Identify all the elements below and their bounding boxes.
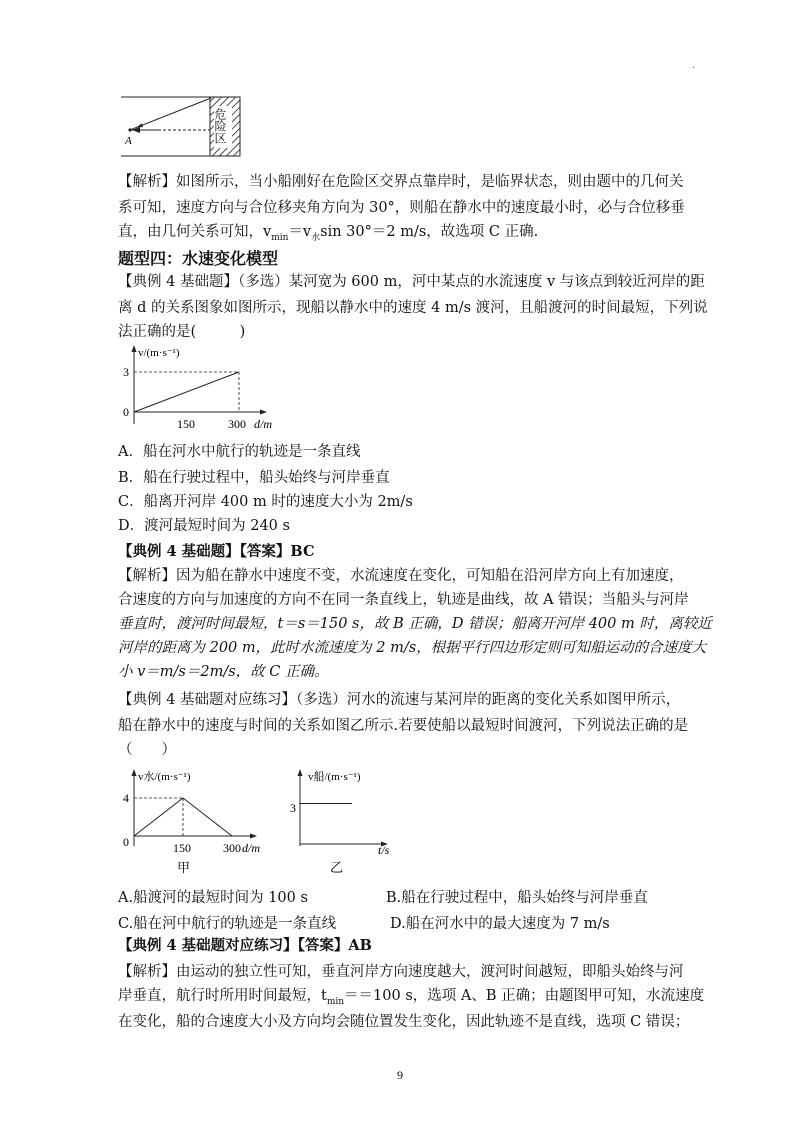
section-title: 题型四：水速变化模型 [118, 249, 279, 268]
practice-line1: 【典例 4 基础题对应练习】（多选）河水的流速与某河岸的距离的变化关系如图甲所示， [118, 692, 681, 708]
analysis2-line1: 【解析】因为船在静水中速度不变，水流速度在变化，可知船在沿河岸方向上有加速度， [118, 568, 684, 584]
practice-option-a: A.船渡河的最短时间为 100 s [118, 890, 308, 906]
chart3-xlabel: t/s [378, 843, 390, 857]
example4-option-b: B．船在行驶过程中，船头始终与河岸垂直 [118, 470, 390, 486]
corner-mark: . [692, 60, 696, 71]
chart1-xtick-150: 150 [177, 417, 195, 431]
chart2-caption: 甲 [177, 860, 191, 875]
chart1-xtick-300: 300 [228, 417, 246, 431]
chart2-xtick-150: 150 [173, 841, 191, 855]
analysis1-line2: 系可知，速度方向与合位移夹角方向为 30°，则船在静水中的速度最小时，必与合位移垂 [118, 200, 685, 216]
example4-option-a: A．船在河水中航行的轨迹是一条直线 [118, 444, 361, 460]
analysis2-line4: 河岸的距离为 200 m，此时水流速度为 2 m/s，根据平行四边形定则可知船运动的合速度大 [118, 640, 707, 656]
danger-zone-label: 危险区 [213, 108, 227, 144]
example4-line3: 法正确的是( ) [118, 324, 246, 340]
example4-line1: 【典例 4 基础题】（多选）某河宽为 600 m，河中某点的水流速度 v 与该点到较近河岸的距 [118, 274, 705, 290]
practice-line2: 船在静水中的速度与时间的关系如图乙所示.若要使船以最短时间渡河，下列说法正确的是 [118, 718, 689, 734]
chart3-ylabel: v船/(m·s⁻¹) [308, 771, 361, 783]
analysis2-line3: 垂直时，渡河时间最短，t＝s＝150 s，故 B 正确，D 错误；船离开河岸 400 m 时，离较近 [118, 616, 712, 632]
example4-option-d: D．渡河最短时间为 240 s [118, 518, 290, 534]
practice-line3: （ ） [118, 742, 176, 758]
velocity-distance-chart [115, 342, 295, 434]
chart1-ytick-0: 0 [123, 405, 129, 419]
chart2-xtick-300: 300 [223, 841, 241, 855]
analysis1-line3: 直，由几何关系可知，$v_{min}=v_水\sin$ 30°＝2 m/s，故选项 C 正确. [118, 224, 539, 243]
boat-speed-chart-yi [290, 764, 400, 876]
point-a-label: A [125, 135, 132, 147]
chart3-caption: 乙 [330, 860, 344, 875]
practice-option-c: C.船在河中航行的轨迹是一条直线 [118, 916, 337, 932]
page-number: 9 [397, 1068, 403, 1082]
practice-option-d: D.船在河水中的最大速度为 7 m/s [390, 916, 610, 932]
analysis3-line1: 【解析】由运动的独立性可知，垂直河岸方向速度越大，渡河时间越短，即船头始终与河 [118, 964, 684, 980]
analysis3-line3: 在变化，船的合速度大小及方向均会随位置发生变化，因此轨迹不是直线，选项 C 错误； [118, 1014, 690, 1030]
example4-answer: 【典例 4 基础题】【答案】BC [118, 543, 315, 560]
example4-line2: 离 d 的关系图象如图所示，现船以静水中的速度 4 m/s 渡河，且船渡河的时间最短，下列说 [118, 300, 708, 316]
practice-option-b: B.船在行驶过程中，船头始终与河岸垂直 [386, 890, 648, 906]
chart2-ytick-4: 4 [123, 791, 129, 805]
analysis2-line5: 小 v＝m/s＝2m/s，故 C 正确。 [118, 664, 329, 680]
chart3-ytick-3: 3 [290, 801, 296, 815]
analysis1-line1: 【解析】如图所示，当小船刚好在危险区交界点靠岸时，是临界状态，则由题中的几何关 [118, 174, 684, 190]
practice-answer: 【典例 4 基础题对应练习】【答案】AB [118, 937, 372, 954]
chart2-ytick-0: 0 [123, 835, 129, 849]
chart1-ytick-3: 3 [123, 365, 129, 379]
analysis2-line2: 合速度的方向与加速度的方向不在同一条直线上，轨迹是曲线，故 A 错误；当船头与河岸 [118, 592, 689, 608]
river-speed-chart-jia [115, 764, 275, 876]
chart1-ylabel: v/(m·s⁻¹) [138, 347, 180, 359]
chart2-xlabel: d/m [242, 841, 260, 855]
example4-option-c: C．船离开河岸 400 m 时的速度大小为 2m/s [118, 494, 413, 510]
chart2-ylabel: v水/(m·s⁻¹) [138, 771, 191, 783]
chart1-series-line [134, 372, 239, 412]
analysis3-line2: 岸垂直，航行时所用时间最短，$t_{min}==100$ s，选项 A、B 正确；由题图甲可知，水流速度 [118, 988, 705, 1007]
danger-zone-figure [118, 94, 248, 160]
chart1-xlabel: d/m [254, 417, 272, 431]
